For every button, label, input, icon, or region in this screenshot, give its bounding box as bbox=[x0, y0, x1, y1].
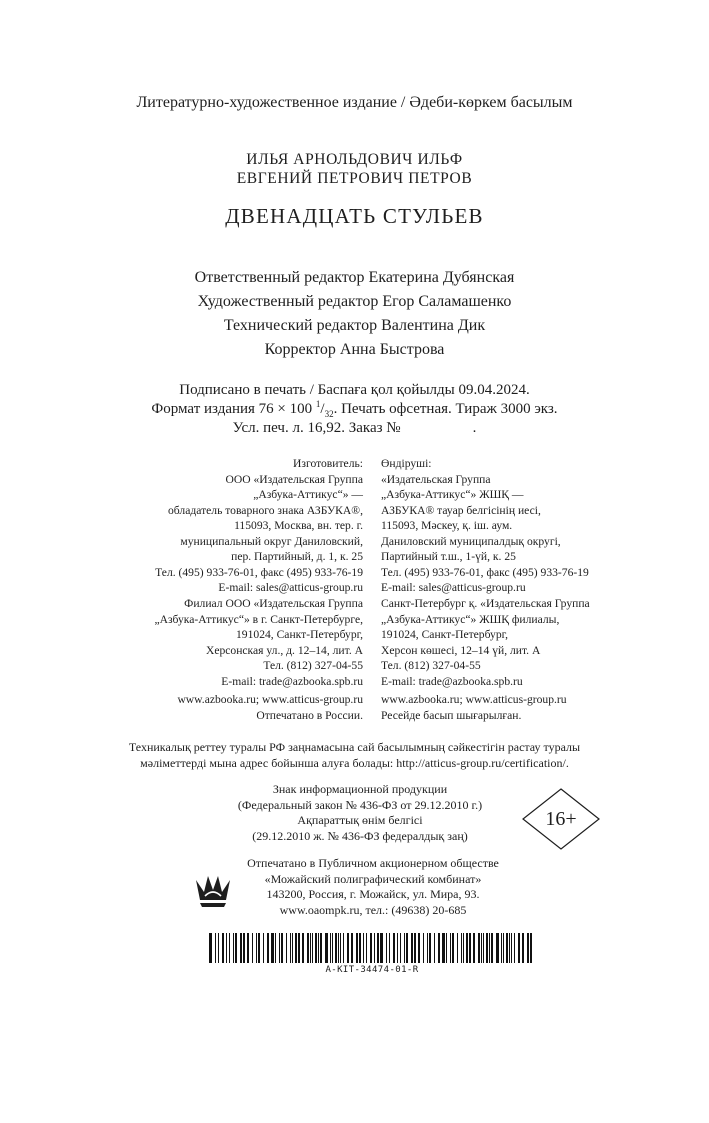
print-info bbox=[0, 381, 709, 438]
line: E-mail: trade@azbooka.spb.ru bbox=[221, 674, 363, 688]
barcode-bar bbox=[258, 933, 260, 963]
editor-technical: Технический редактор Валентина Дик bbox=[223, 317, 486, 334]
barcode-bar bbox=[271, 933, 274, 963]
line: 115093, Москва, вн. тер. г. bbox=[234, 519, 363, 532]
order-line bbox=[0, 419, 709, 438]
barcode-bar bbox=[404, 933, 405, 963]
line: 115093, Мәскеу, қ. іш. аум. bbox=[381, 519, 513, 532]
line: Өндіруші: bbox=[381, 457, 432, 470]
line: „Азбука-Аттикус“» ЖШҚ — bbox=[381, 488, 524, 501]
barcode-bar bbox=[370, 933, 372, 963]
barcode-bar bbox=[340, 933, 341, 963]
manufacturer-ru bbox=[60, 456, 363, 596]
line: 143200, Россия, г. Можайск, ул. Мира, 93. bbox=[266, 887, 480, 901]
barcode-bar bbox=[209, 933, 212, 963]
line: Ақпараттық өнім белгісі bbox=[297, 813, 423, 827]
branch-kz bbox=[381, 596, 681, 689]
barcode-bar bbox=[501, 933, 502, 963]
barcode-text: A-KIT-34474-01-R bbox=[325, 965, 419, 975]
info-product-sign bbox=[200, 782, 520, 844]
line: Херсонская ул., д. 12–14, лит. А bbox=[205, 643, 363, 657]
barcode-bar bbox=[463, 933, 464, 963]
barcode-bar bbox=[302, 933, 304, 963]
barcode-bar bbox=[530, 933, 532, 963]
line: Тел. (812) 327-04-55 bbox=[381, 659, 481, 672]
barcode-bar bbox=[406, 933, 408, 963]
barcode-bar bbox=[496, 933, 499, 963]
barcode-bar bbox=[307, 933, 309, 963]
barcode-bar bbox=[483, 933, 484, 963]
barcode-bar bbox=[481, 933, 482, 963]
age-rating-badge bbox=[522, 788, 600, 850]
barcode-bar bbox=[438, 933, 440, 963]
barcode-bar bbox=[279, 933, 280, 963]
barcode-bar bbox=[229, 933, 230, 963]
barcode-bar bbox=[281, 933, 283, 963]
barcode-bar bbox=[325, 933, 328, 963]
barcode-bar bbox=[446, 933, 447, 963]
barcode-bar bbox=[527, 933, 529, 963]
barcode-bar bbox=[240, 933, 242, 963]
signed-line: Подписано в печать / Баспаға қол қойылды 09.04.2024. bbox=[179, 382, 530, 398]
barcode-bar bbox=[491, 933, 493, 963]
format-prefix: Формат издания 76 × 100 bbox=[151, 401, 316, 417]
barcode-bar bbox=[489, 933, 490, 963]
barcode-bar bbox=[506, 933, 508, 963]
barcode-bar bbox=[252, 933, 253, 963]
barcode-icon bbox=[209, 933, 535, 963]
line: Знак информационной продукции bbox=[272, 782, 448, 796]
barcode-bar bbox=[351, 933, 353, 963]
line: „Азбука-Аттикус“» в г. Санкт-Петербурге, bbox=[154, 612, 363, 626]
line: Партийный т.ш., 1-үй, к. 25 bbox=[381, 550, 516, 563]
barcode-bar bbox=[511, 933, 512, 963]
websites: www.azbooka.ru; www.atticus-group.ru bbox=[177, 693, 363, 706]
authors bbox=[0, 150, 709, 188]
line: 191024, Санкт-Петербург, bbox=[236, 628, 363, 641]
barcode-bar bbox=[386, 933, 387, 963]
line: Изготовитель: bbox=[293, 457, 363, 470]
barcode-bar bbox=[312, 933, 313, 963]
barcode-bar bbox=[320, 933, 322, 963]
barcode-bar bbox=[226, 933, 227, 963]
barcode-bar bbox=[411, 933, 413, 963]
line: 191024, Санкт-Петербург, bbox=[381, 628, 508, 641]
order-prefix: Усл. печ. л. 16,92. Заказ № bbox=[232, 420, 401, 436]
barcode-bar bbox=[335, 933, 337, 963]
order-suffix: . bbox=[472, 420, 477, 436]
line: обладатель товарного знака АЗБУКА®, bbox=[168, 503, 363, 517]
line: Тел. (495) 933-76-01, факс (495) 933-76-19 bbox=[155, 565, 363, 579]
barcode-bar bbox=[522, 933, 524, 963]
barcode-bar bbox=[414, 933, 416, 963]
barcode-bar bbox=[397, 933, 398, 963]
line: E-mail: trade@azbooka.spb.ru bbox=[381, 674, 523, 688]
barcode-bar bbox=[469, 933, 471, 963]
web-kz bbox=[381, 692, 681, 723]
barcode-bar bbox=[423, 933, 424, 963]
line: Херсон көшесі, 12–14 үй, лит. А bbox=[381, 643, 541, 657]
barcode-bar bbox=[466, 933, 468, 963]
tech-regulation-note bbox=[0, 740, 709, 771]
websites: www.azbooka.ru; www.atticus-group.ru bbox=[381, 693, 567, 706]
barcode-bar bbox=[292, 933, 293, 963]
line: Санкт-Петербург қ. «Издательская Группа bbox=[381, 597, 590, 610]
barcode-bar bbox=[347, 933, 349, 963]
barcode-bar bbox=[222, 933, 224, 963]
barcode-bar bbox=[295, 933, 297, 963]
line: АЗБУКА® тауар белгісінің иесі, bbox=[381, 503, 541, 517]
barcode-bar bbox=[343, 933, 344, 963]
barcode-bar bbox=[366, 933, 367, 963]
barcode-bar bbox=[233, 933, 234, 963]
line: муниципальный округ Даниловский, bbox=[180, 534, 363, 548]
printed-in: Отпечатано в России. bbox=[256, 708, 363, 722]
format-suffix: . Печать офсетная. Тираж 3000 экз. bbox=[333, 401, 558, 417]
corrector: Корректор Анна Быстрова bbox=[264, 341, 445, 358]
barcode-bar bbox=[429, 933, 431, 963]
barcode-bar bbox=[486, 933, 488, 963]
barcode-bar bbox=[518, 933, 520, 963]
line: (Федеральный закон № 436-ФЗ от 29.12.2010 г.) bbox=[237, 797, 483, 812]
barcode-bar bbox=[310, 933, 311, 963]
line: Филиал ООО «Издательская Группа bbox=[184, 597, 363, 610]
barcode-bar bbox=[478, 933, 480, 963]
barcode-bar bbox=[363, 933, 364, 963]
barcode-bar bbox=[243, 933, 245, 963]
barcode-bar bbox=[377, 933, 379, 963]
web-ru bbox=[60, 692, 363, 723]
barcode-bar bbox=[452, 933, 454, 963]
barcode-bar bbox=[332, 933, 333, 963]
barcode-bar bbox=[359, 933, 361, 963]
barcode-bar bbox=[380, 933, 383, 963]
barcode-bar bbox=[442, 933, 445, 963]
barcode-bar bbox=[315, 933, 317, 963]
line: „Азбука-Аттикус“» — bbox=[253, 488, 363, 501]
barcode-bar bbox=[218, 933, 219, 963]
format-line: Формат издания 76 × 100 $^1/_{32}$. Печать офсетная. Тираж 3000 экз. bbox=[151, 399, 558, 419]
line: пер. Партийный, д. 1, к. 25 bbox=[231, 550, 363, 563]
barcode-bar bbox=[450, 933, 451, 963]
barcode-bar bbox=[400, 933, 401, 963]
barcode-bar bbox=[356, 933, 358, 963]
line: E-mail: sales@atticus-group.ru bbox=[381, 581, 526, 594]
author-petrov: ЕВГЕНИЙ ПЕТРОВИЧ ПЕТРОВ bbox=[236, 170, 473, 187]
barcode-bar bbox=[457, 933, 458, 963]
barcode-bar bbox=[389, 933, 390, 963]
series-line: Литературно-художественное издание / Әдеби-көркем басылым bbox=[136, 94, 573, 111]
line: Даниловский муниципалдық округі, bbox=[381, 534, 561, 548]
barcode-bar bbox=[374, 933, 375, 963]
fraction-numerator: 1 bbox=[315, 399, 321, 409]
manufacturer-kz bbox=[381, 456, 681, 596]
line: «Издательская Группа bbox=[381, 472, 491, 486]
barcode-bar bbox=[275, 933, 276, 963]
barcode-bar bbox=[256, 933, 257, 963]
barcode-bar bbox=[215, 933, 216, 963]
barcode-bar bbox=[298, 933, 300, 963]
fraction-denominator: 32 bbox=[324, 409, 334, 419]
line: «Можайский полиграфический комбинат» bbox=[264, 871, 482, 886]
barcode-bar bbox=[330, 933, 331, 963]
editors-list bbox=[0, 266, 709, 362]
printer-info bbox=[200, 856, 546, 918]
line: Тел. (495) 933-76-01, факс (495) 933-76-19 bbox=[381, 565, 589, 579]
barcode-bar bbox=[503, 933, 504, 963]
line: ООО «Издательская Группа bbox=[225, 472, 363, 486]
line: www.oaompk.ru, тел.: (49638) 20-685 bbox=[279, 902, 467, 917]
barcode-bar bbox=[318, 933, 319, 963]
barcode-bar bbox=[290, 933, 291, 963]
editor-art: Художественный редактор Егор Саламашенко bbox=[197, 293, 512, 310]
book-title: ДВЕНАДЦАТЬ СТУЛЬЕВ bbox=[225, 204, 484, 228]
editor-responsible: Ответственный редактор Екатерина Дубянская bbox=[194, 269, 515, 286]
line: Тел. (812) 327-04-55 bbox=[263, 659, 363, 672]
line: (29.12.2010 ж. № 436-ФЗ федералдық заң) bbox=[252, 828, 468, 843]
barcode-bar bbox=[427, 933, 428, 963]
barcode-bar bbox=[286, 933, 287, 963]
barcode-bar bbox=[393, 933, 395, 963]
line: Техникалық реттеу туралы РФ заңнамасына сай басылымның сәйкестігін растау туралы bbox=[128, 740, 581, 754]
barcode-bar bbox=[338, 933, 339, 963]
printed-in: Ресейде басып шығарылған. bbox=[381, 708, 522, 722]
branch-ru bbox=[60, 596, 363, 689]
author-ilf: ИЛЬЯ АРНОЛЬДОВИЧ ИЛЬФ bbox=[246, 151, 463, 168]
barcode-bar bbox=[235, 933, 237, 963]
barcode-bar bbox=[418, 933, 420, 963]
barcode-bar bbox=[267, 933, 269, 963]
barcode-bar bbox=[514, 933, 515, 963]
age-rating-label: 16+ bbox=[545, 808, 577, 830]
barcode-bar bbox=[461, 933, 462, 963]
line: E-mail: sales@atticus-group.ru bbox=[218, 581, 363, 594]
line: мәліметтерді мына адрес бойынша алуға болады: http://atticus-group.ru/certification/. bbox=[140, 755, 569, 770]
barcode-bar bbox=[247, 933, 249, 963]
barcode-bar bbox=[434, 933, 435, 963]
barcode-bar bbox=[263, 933, 264, 963]
line: Отпечатано в Публичном акционерном обществе bbox=[247, 856, 499, 870]
barcode-bar bbox=[473, 933, 475, 963]
line: „Азбука-Аттикус“» ЖШҚ филиалы, bbox=[381, 612, 560, 626]
barcode-bar bbox=[509, 933, 510, 963]
